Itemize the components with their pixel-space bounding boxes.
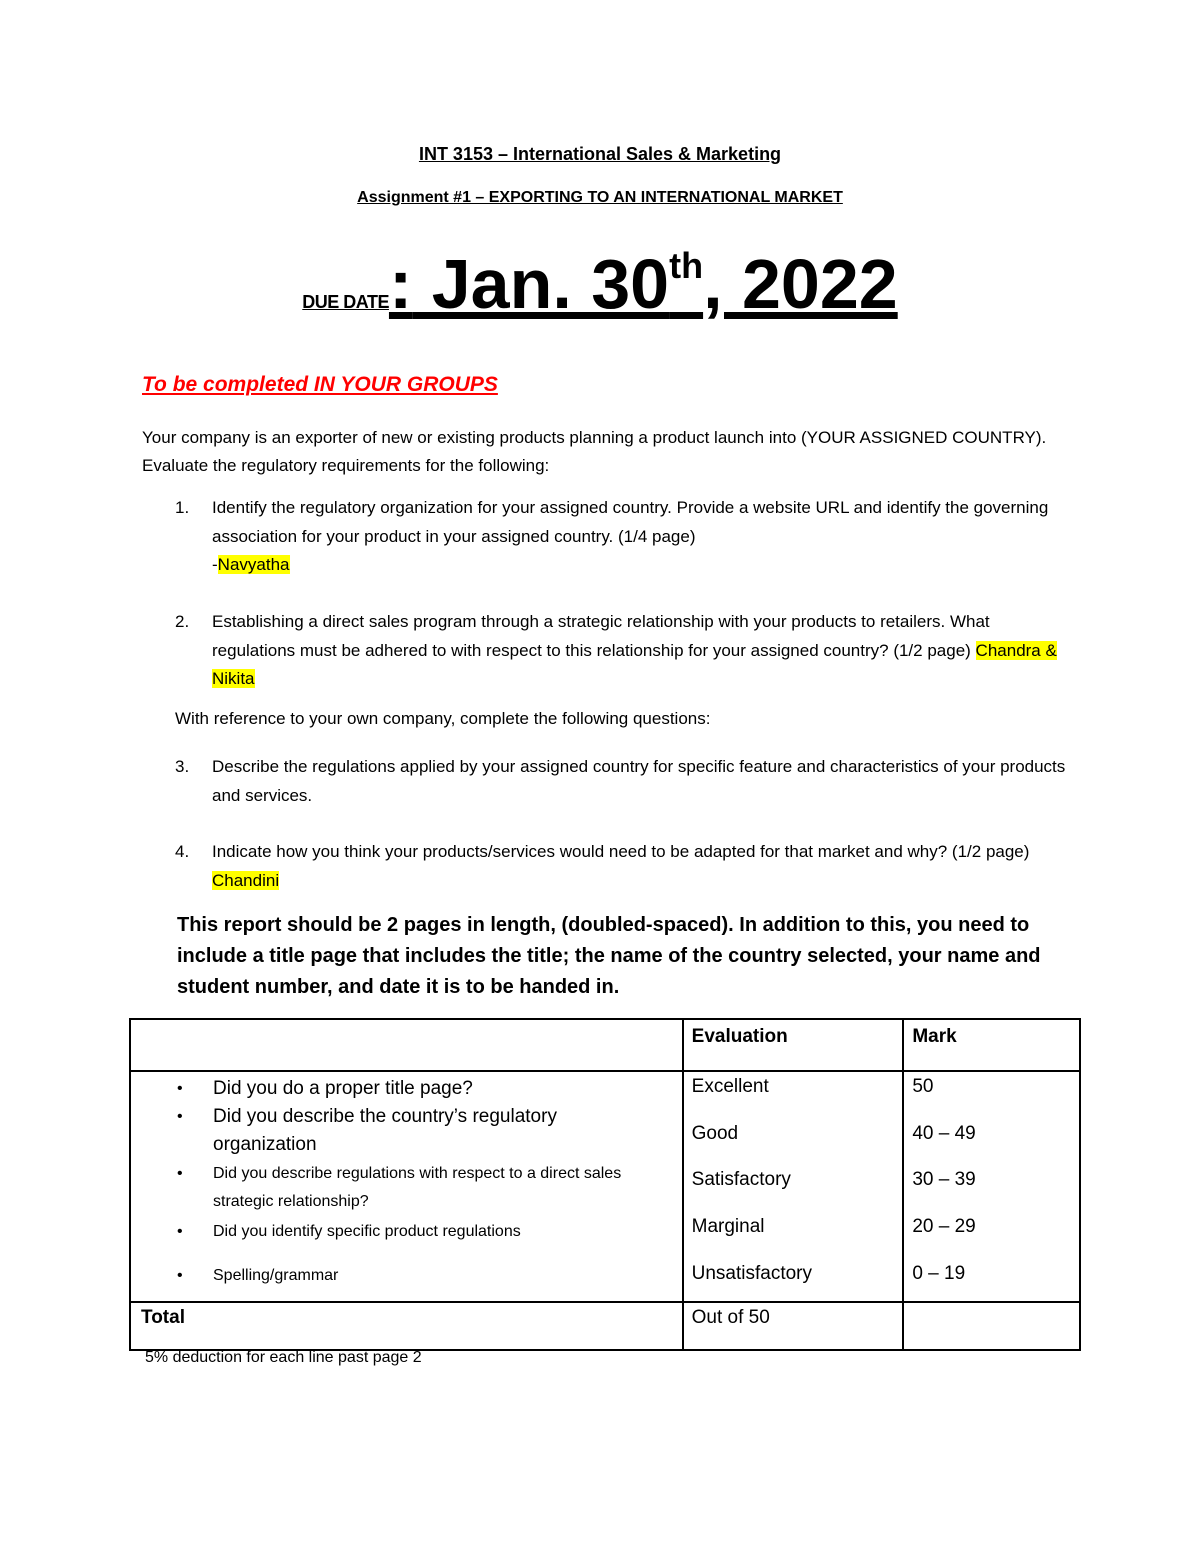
question-text: Identify the regulatory organization for your assigned country. Provide a website URL and identify the governing association for your product in your assigned country. (1/4 page) xyxy=(212,498,1049,546)
evaluation-level: Excellent xyxy=(691,1076,769,1097)
question-number: 2. xyxy=(175,612,190,631)
evaluation-level: Unsatisfactory xyxy=(691,1263,813,1284)
rubric-row xyxy=(130,1071,1080,1302)
due-date-suffix: th xyxy=(669,245,704,286)
assignment-title: Assignment #1 – EXPORTING TO AN INTERNATIONAL MARKET xyxy=(357,189,843,206)
evaluation-level: Good xyxy=(691,1123,739,1144)
report-requirements: This report should be 2 pages in length, (doubled-spaced). In addition to this, you need to include a title page that includes the title; the name of the country selected, your name and student number, and date it is to be handed in. xyxy=(177,914,1041,998)
criteria-header xyxy=(130,1019,683,1071)
criteria-item: • Did you do a proper title page? xyxy=(131,1075,681,1103)
assignee-highlight: Chandini xyxy=(212,870,280,890)
assignee-highlight: Navyatha xyxy=(217,555,290,574)
criteria-item: • Did you describe regulations with respect to a direct sales strategic relationship? xyxy=(131,1160,681,1216)
question-4 xyxy=(175,838,1075,895)
bullet-icon: • xyxy=(177,1223,183,1240)
due-date-year: , 2022 xyxy=(703,245,898,323)
group-note: To be completed IN YOUR GROUPS xyxy=(142,373,498,396)
evaluation-levels xyxy=(684,1072,903,1301)
mark-range: 50 xyxy=(912,1076,934,1097)
intro-paragraph: Your company is an exporter of new or existing products planning a product launch into (YOUR ASSIGNED COUNTRY). Evaluate the regulatory requirements for the following: xyxy=(142,428,1047,475)
question-number: 1. xyxy=(175,498,190,517)
bullet-icon: • xyxy=(177,1165,183,1182)
criteria-list xyxy=(131,1072,682,1301)
assignee-highlight: Chandra & Nikita xyxy=(212,640,1057,688)
mark-range: 20 – 29 xyxy=(912,1216,976,1237)
criteria-item: • Did you identify specific product regulations xyxy=(131,1218,681,1246)
total-evaluation: Out of 50 xyxy=(683,1302,904,1350)
evaluation-header: Evaluation xyxy=(683,1019,904,1071)
question-1 xyxy=(175,494,1075,580)
course-title: INT 3153 – International Sales & Marketing xyxy=(418,144,782,164)
question-3 xyxy=(175,753,1075,810)
mark-ranges xyxy=(904,1072,1079,1301)
criteria-item: • Did you describe the country’s regulatory organization xyxy=(131,1103,681,1159)
deduction-note: 5% deduction for each line past page 2 xyxy=(145,1349,422,1366)
evaluation-level: Marginal xyxy=(691,1216,765,1237)
bullet-icon: • xyxy=(177,1267,183,1284)
evaluation-level: Satisfactory xyxy=(691,1169,791,1190)
mark-range: 40 – 49 xyxy=(912,1123,976,1144)
total-row xyxy=(130,1302,1080,1350)
total-mark-cell xyxy=(903,1302,1080,1350)
bullet-icon: • xyxy=(177,1080,183,1097)
due-date-colon: : xyxy=(388,245,413,323)
reference-note: With reference to your own company, complete the following questions: xyxy=(175,709,711,728)
question-text: Describe the regulations applied by your assigned country for specific feature and characteristics of your products and services. xyxy=(212,757,1066,805)
due-date xyxy=(0,245,1200,323)
due-date-value: Jan. 30 xyxy=(412,245,670,323)
assignee-prefix: - xyxy=(212,555,218,574)
question-text: Indicate how you think your products/services would need to be adapted for that market and why? (1/2 page) xyxy=(212,842,1030,861)
criteria-item: • Spelling/grammar xyxy=(131,1262,681,1290)
question-2 xyxy=(175,608,1075,694)
total-label: Total xyxy=(130,1302,683,1350)
table-header-row xyxy=(130,1019,1080,1071)
due-date-label: DUE DATE xyxy=(302,292,389,312)
mark-range: 30 – 39 xyxy=(912,1169,976,1190)
mark-header: Mark xyxy=(903,1019,1080,1071)
mark-range: 0 – 19 xyxy=(912,1263,966,1284)
question-number: 3. xyxy=(175,757,190,776)
evaluation-table xyxy=(129,1018,1081,1351)
question-number: 4. xyxy=(175,842,190,861)
bullet-icon: • xyxy=(177,1108,183,1125)
question-text: Establishing a direct sales program through a strategic relationship with your products to retailers. What regulations must be adhered to with respect to this relationship for your assigned country? (1/2 page) xyxy=(212,612,990,660)
